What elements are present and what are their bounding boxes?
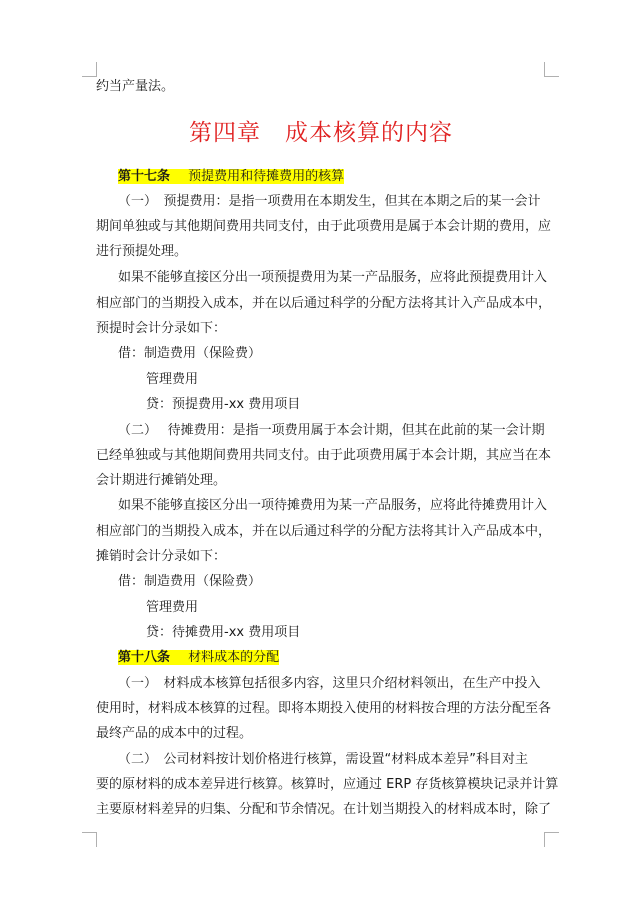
journal-entry-debit: 借：制造费用（保险费） bbox=[118, 574, 262, 589]
article-18-number: 第十八条 bbox=[118, 650, 171, 665]
article-17-title: 预提费用和待摊费用的核算 bbox=[188, 169, 345, 184]
paragraph-line: 主要原材料差异的归集、分配和节余情况。在计划当期投入的材料成本时，除了 bbox=[96, 802, 552, 817]
paragraph-line: 要的原材料的成本差异进行核算。核算时，应通过 ERP 存货核算模块记录并计算 bbox=[96, 777, 559, 792]
corner-mark-top-right bbox=[544, 62, 559, 77]
paragraph-line: 使用时，材料成本核算的过程。即将本期投入使用的材料按合理的方法分配至各 bbox=[96, 701, 552, 716]
paragraph-line: （二） 待摊费用：是指一项费用属于本会计期，但其在此前的某一会计期 bbox=[118, 423, 545, 438]
paragraph-line: 预提时会计分录如下： bbox=[96, 321, 227, 336]
article-18-heading bbox=[118, 649, 546, 667]
journal-entry-line: 管理费用 bbox=[146, 600, 199, 615]
article-17-heading bbox=[118, 168, 546, 186]
paragraph-line: （二） 公司材料按计划价格进行核算，需设置“材料成本差异”科目对主 bbox=[118, 752, 528, 767]
corner-mark-bottom-left bbox=[82, 832, 97, 847]
paragraph-line: （一） 材料成本核算包括很多内容，这里只介绍材料领出，在生产中投入 bbox=[118, 676, 541, 691]
paragraph-line: 摊销时会计分录如下： bbox=[96, 549, 227, 564]
paragraph-line: （一） 预提费用：是指一项费用在本期发生，但其在本期之后的某一会计 bbox=[118, 194, 541, 209]
paragraph-line: 相应部门的当期投入成本，并在以后通过科学的分配方法将其计入产品成本中， bbox=[96, 524, 552, 539]
paragraph-line: 期间单独或与其他期间费用共同支付，由于此项费用是属于本会计期的费用，应 bbox=[96, 219, 552, 234]
paragraph-line: 进行预提处理。 bbox=[96, 244, 188, 259]
paragraph-line: 最终产品的成本中的过程。 bbox=[96, 726, 253, 741]
paragraph-line: 已经单独或与其他期间费用共同支付。由于此项费用属于本会计期，其应当在本 bbox=[96, 448, 552, 463]
paragraph-line: 会计期进行摊销处理。 bbox=[96, 473, 227, 488]
corner-mark-top-left bbox=[82, 62, 97, 77]
chapter-title: 第四章 成本核算的内容 bbox=[189, 120, 453, 146]
article-17-number: 第十七条 bbox=[118, 169, 171, 184]
journal-entry-credit: 贷：待摊费用-xx 费用项目 bbox=[146, 625, 301, 640]
journal-entry-credit: 贷：预提费用-xx 费用项目 bbox=[146, 397, 301, 412]
paragraph-line: 如果不能够直接区分出一项预提费用为某一产品服务，应将此预提费用计入 bbox=[118, 270, 548, 285]
paragraph-line: 相应部门的当期投入成本，并在以后通过科学的分配方法将其计入产品成本中， bbox=[96, 296, 552, 311]
journal-entry-line: 管理费用 bbox=[146, 372, 199, 387]
article-18-title: 材料成本的分配 bbox=[188, 650, 280, 665]
paragraph-line: 如果不能够直接区分出一项待摊费用为某一产品服务，应将此待摊费用计入 bbox=[118, 498, 548, 513]
paragraph-line: 约当产量法。 bbox=[96, 79, 175, 94]
journal-entry-debit: 借：制造费用（保险费） bbox=[118, 346, 262, 361]
corner-mark-bottom-right bbox=[544, 832, 559, 847]
